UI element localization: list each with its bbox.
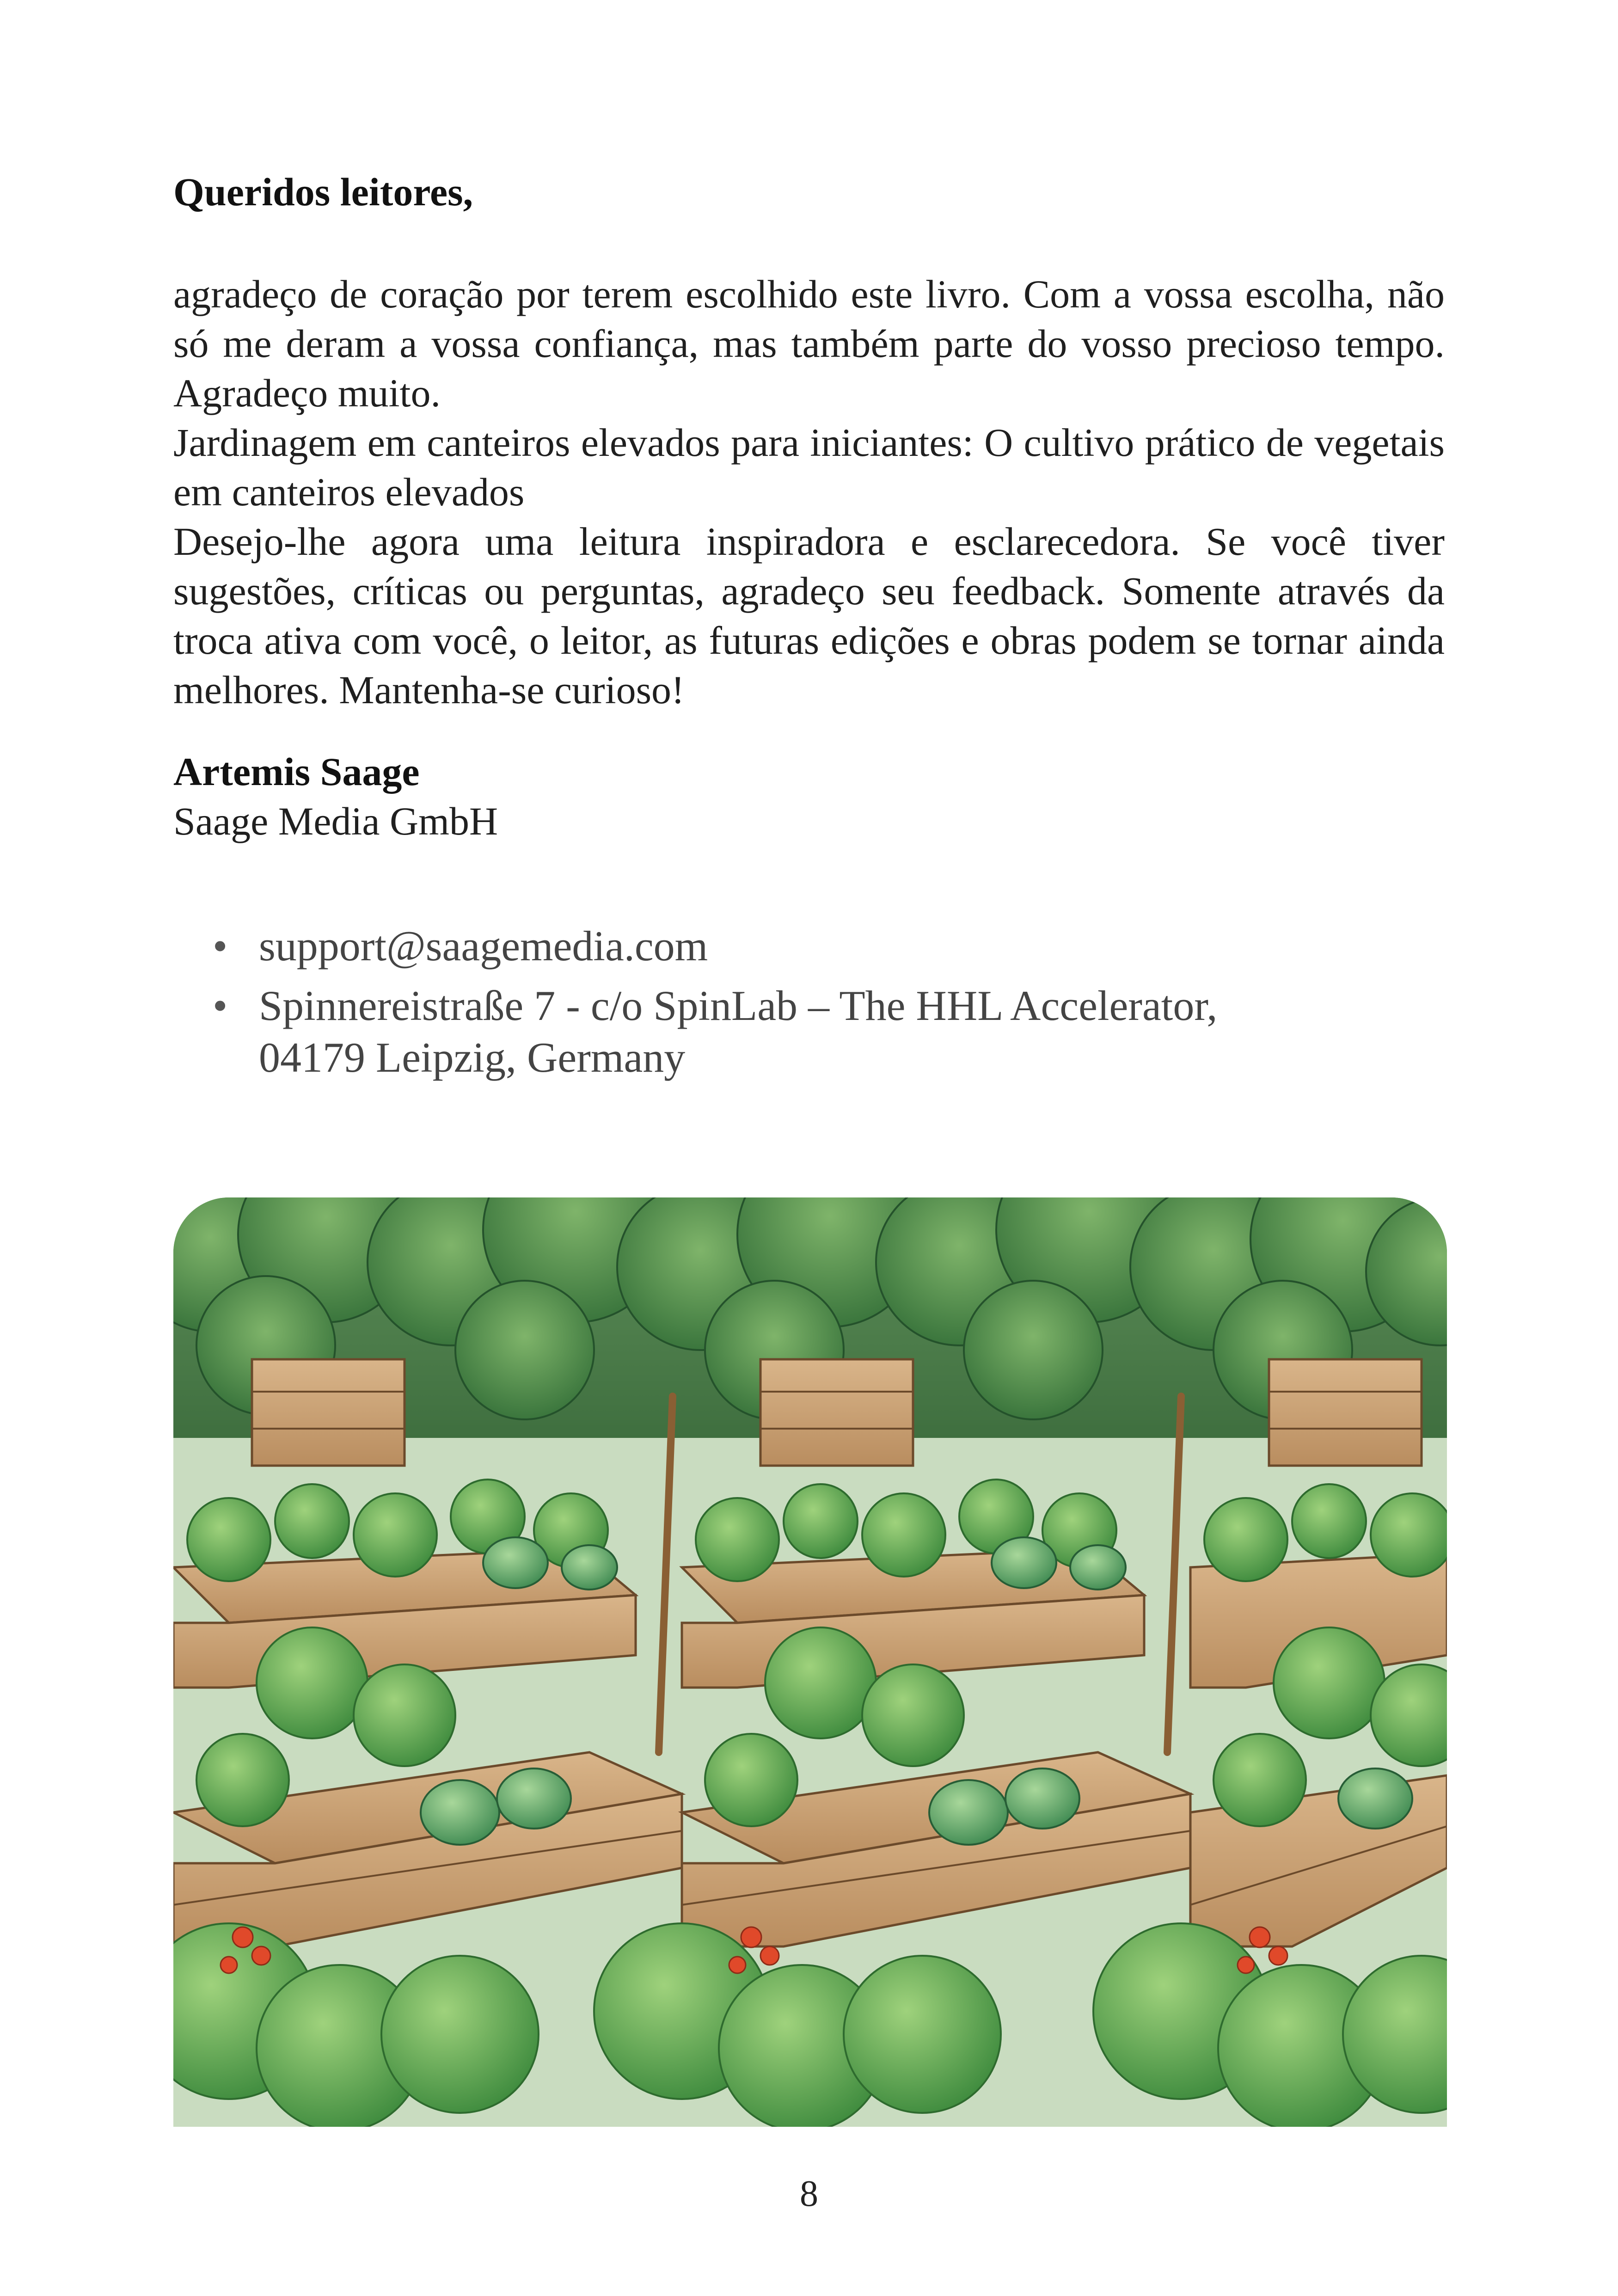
letter-paragraph-feedback: Desejo-lhe agora uma leitura inspiradora e esclarecedora. Se você tiver sugestões, críticas ou perguntas, agradeço seu feedback. Somente através da troca ativa com você, o leitor, as futuras edições e obras podem se tornar ainda melhores. Mantenha-se curioso!: [173, 519, 1445, 712]
letter-paragraph-book-title: Jardinagem em canteiros elevados para iniciantes: O cultivo prático de vegetais em canteiros elevados: [173, 420, 1445, 514]
bullet-icon: •: [213, 922, 228, 970]
greeting-heading: Queridos leitores,: [173, 170, 473, 214]
publisher-name: Saage Media GmbH: [173, 799, 498, 843]
bullet-icon: •: [213, 982, 228, 1029]
contact-email[interactable]: support@saagemedia.com: [259, 922, 708, 970]
letter-body: [173, 270, 1445, 715]
author-name: Artemis Saage: [173, 749, 420, 794]
contact-email-item: [213, 920, 1461, 972]
contact-address-line2: 04179 Leipzig, Germany: [259, 1034, 686, 1081]
contact-address-item: [213, 980, 1461, 1083]
contact-address-line1: Spinnereistraße 7 - c/o SpinLab – The HHL Accelerator,: [259, 982, 1218, 1029]
contact-list: [213, 920, 1461, 1091]
page-number: 8: [800, 2173, 818, 2214]
garden-illustration: [173, 1197, 1447, 2127]
letter-paragraph-thanks: agradeço de coração por terem escolhido este livro. Com a vossa escolha, não só me deram a vossa confiança, mas também parte do vosso precioso tempo. Agradeço muito.: [173, 272, 1445, 415]
